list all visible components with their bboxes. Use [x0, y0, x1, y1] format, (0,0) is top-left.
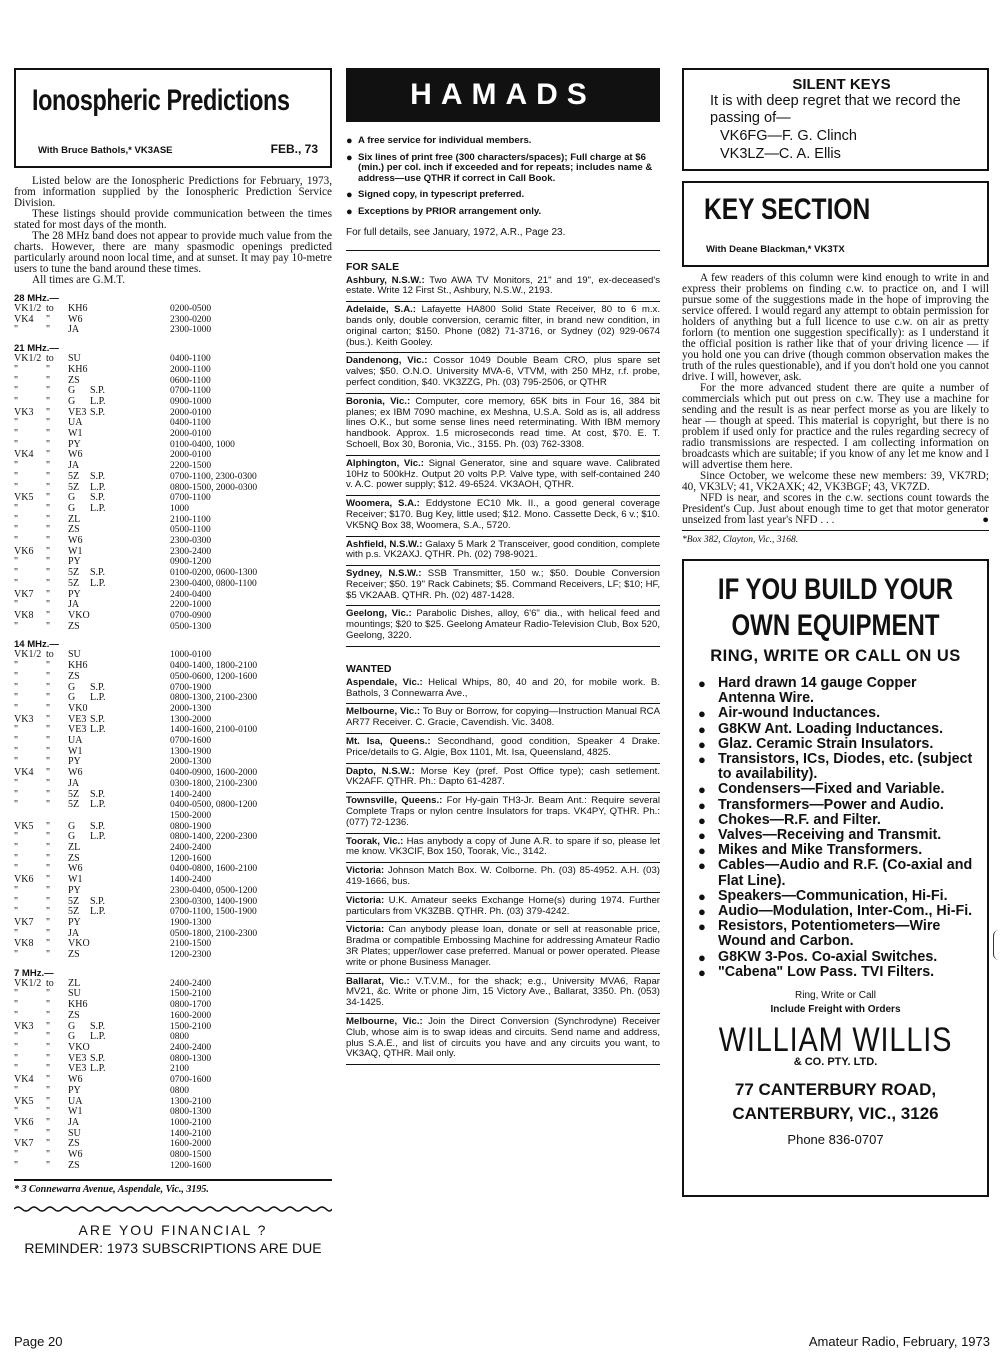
hamads-rule: ● A free service for individual members. [346, 135, 532, 147]
band-heading: 7 MHz.— [14, 967, 54, 979]
classified-ad: Toorak, Vic.: Has anybody a copy of June A.R. to spare if so, please let me know. VK3CIF, Box 150, Toorak, Vic., 3142. [346, 834, 660, 864]
prediction-row: " " 5Z L.P. 2300-0400, 0800-1100 [14, 578, 257, 589]
bullet-icon: ● [698, 964, 706, 980]
prediction-row: VK8 " VKO 0700-0900 [14, 610, 212, 621]
classified-ad: Adelaide, S.A.: Lafayette HA800 Solid State Receiver, 80 to 6 m.x. bands only, double conversion, ceramic filter, in brand new condition, in original carton; $150. Phone (082) 71-3716, or Sydney (02) 929-0674 (bus.). Keith Gooley. [346, 302, 660, 353]
prediction-row: " " JA 2200-1000 [14, 600, 212, 611]
silent-keys-title: SILENT KEYS [792, 76, 891, 93]
ionospheric-header-box [14, 68, 332, 168]
bullet-icon: ● [698, 812, 706, 828]
classified-ad: Victoria: Can anybody please loan, donate or sell at reasonable price, Bradma or compatible Embossing Machine for addressing Amateur Radio 3R Plates; upper/lower case preferred. Manual or power operated. Please write or phone Business Manager. [346, 922, 660, 973]
hamads-banner [346, 68, 660, 122]
prediction-row: " " JA 0300-1800, 2100-2300 [14, 778, 258, 789]
prediction-row: VK3 " VE3 S.P. 2000-0100 [14, 407, 212, 418]
company-address: 77 CANTERBURY ROAD, [734, 1080, 937, 1100]
silent-keys-box [682, 68, 989, 171]
prediction-row: VK8 " VKO 2100-1500 [14, 939, 212, 950]
bullet-icon: ● [346, 205, 353, 218]
bullet-icon: ● [698, 752, 706, 768]
classified-ad: Dapto, N.S.W.: Morse Key (pref. Post Office type); cash setlement. VK2AFF. QTHR. Ph.: Dapto 61-4287. [346, 764, 660, 794]
subscription-reminder: REMINDER: 1973 SUBSCRIPTIONS ARE DUE [24, 1240, 322, 1257]
prediction-row: VK1/2 to SU 1000-0100 [14, 650, 212, 661]
key-paragraph: A few readers of this column were kind enough to write in and express their problems on finding c.w. to practice on, and I will pursue some of the suggestions made in the hope of improving the service offered. I would regard any attempt to obtain permission for holders of anything but a full licence to use c.w. on air as pretty forlorn (to mention one suggestion specifically): as I understand it the official position is rather like that of your driving licence — if you hold one you can drive (though common observation makes the truth of the rules questionable), and if you don't hold one you cannot drive. I will, however, ask. [682, 272, 989, 383]
ad-item: ● Mikes and Mike Transformers. [698, 842, 923, 859]
prediction-row: " " ZS 0500-1100 [14, 525, 211, 536]
ad-item: ● Condensers—Fixed and Variable. [698, 781, 945, 798]
prediction-row: VK7 " PY 2400-0400 [14, 589, 212, 600]
ad-item: ● Air-wound Inductances. [698, 705, 881, 722]
prediction-row: " " W1 1300-1900 [14, 746, 212, 757]
key-paragraph: Since October, we welcome these new members: 39, VK7RD; 40, VK3LV; 41, VK2AXK; 42, VK3BGF; 43, VK7ZD. [682, 470, 989, 493]
right-column [682, 68, 989, 1197]
bullet-icon: ● [698, 858, 706, 874]
prediction-row: " " JA 0500-1800, 2100-2300 [14, 928, 258, 939]
key-paragraph: NFD is near, and scores in the c.w. sections count towards the President's Cup. Just about enough time to get that motor generator unseized from last year's NFD . . . ● [682, 492, 989, 526]
prediction-row: " " VK0 2000-1300 [14, 703, 212, 714]
ionospheric-title: Ionospheric Predictions [32, 84, 290, 117]
prediction-row: VK3 " G S.P. 1500-2100 [14, 1021, 212, 1032]
prediction-row: " " 5Z S.P. 0100-0200, 0600-1300 [14, 568, 258, 579]
intro-paragraph: Listed below are the Ionospheric Predictions for February, 1973, from information supplied by the Ionospheric Prediction Service Division. [14, 175, 332, 209]
ad-item: ● Cables—Audio and R.F. (Co-axial and Flat Line). [698, 857, 973, 889]
prediction-row: VK5 " G S.P. 0700-1100 [14, 493, 211, 504]
prediction-row: " " G L.P. 1000 [14, 503, 189, 514]
ionospheric-column [14, 68, 332, 1256]
key-paragraph: For the more advanced student there are quite a number of commercials which put out press on c.w. They use a machine for sending and the result is as near perfect morse as you are likely to hear — though at speed. This material is copyright, but there is no problem if used only for practice and the rules regarding secrecy of radio transmissions are respected. I am collecting information on broadcasts which are suitable; if you know of any let me know and I will advertise them here. [682, 382, 989, 471]
prediction-row: VK5 " G S.P. 0800-1900 [14, 821, 212, 832]
ionospheric-date: FEB., 73 [270, 142, 318, 156]
prediction-row: " " 5Z L.P. 0700-1100, 1500-1900 [14, 907, 257, 918]
prediction-row: " " G L.P. 0900-1000 [14, 396, 212, 407]
prediction-row: " " ZS 1200-1600 [14, 1160, 212, 1171]
prediction-row: " " G L.P. 0800-1300, 2100-2300 [14, 693, 258, 704]
ad-headline: IF YOU BUILD YOUR [717, 573, 954, 606]
company-phone: Phone 836-0707 [787, 1132, 884, 1148]
bullet-icon: ● [698, 721, 706, 737]
prediction-row: " " ZS 1200-1600 [14, 853, 212, 864]
company-suffix: & CO. PTY. LTD. [793, 1056, 878, 1069]
prediction-row: " " W6 0400-0800, 1600-2100 [14, 864, 258, 875]
willis-advertisement [682, 559, 989, 1197]
ad-item: ● Resistors, Potentiometers—Wire Wound and Carbon. [698, 918, 941, 950]
ad-item: ● G8KW Ant. Loading Inductances. [698, 720, 944, 737]
prediction-row: " " W1 2000-0100 [14, 429, 212, 440]
bullet-icon: ● [698, 904, 706, 920]
prediction-row: " " 5Z S.P. 0700-1100, 2300-0300 [14, 471, 257, 482]
ad-item-list [698, 676, 973, 980]
bullet-icon: ● [346, 135, 353, 147]
prediction-row: " " ZS 1200-2300 [14, 950, 212, 961]
ionospheric-byline: With Bruce Bathols,* VK3ASE [38, 145, 173, 156]
ad-item: ● Glaz. Ceramic Strain Insulators. [698, 735, 934, 752]
prediction-row: " " ZS 0500-1300 [14, 621, 212, 632]
prediction-row: VK4 " W6 2000-0100 [14, 450, 212, 461]
prediction-row: " " UA 0700-1600 [14, 736, 212, 747]
band-heading: 14 MHz.— [14, 639, 59, 651]
prediction-row: " " 5Z S.P. 1400-2400 [14, 789, 212, 800]
prediction-row: " " ZS 0600-1100 [14, 375, 211, 386]
prediction-row: " " PY 0800 [14, 1085, 189, 1096]
ad-item: ● Hard drawn 14 gauge Copper Antenna Wire. [698, 675, 917, 707]
prediction-row: " " 5Z L.P. 0400-0500, 0800-1200 [14, 800, 258, 811]
prediction-row: " " ZS 0500-0600, 1200-1600 [14, 671, 258, 682]
company-address: CANTERBURY, VIC., 3126 [732, 1104, 939, 1124]
classified-ad: Mt. Isa, Queens.: Secondhand, good condition, Speaker 4 Drake. Price/details to G. Algie, Box 1101, Mt. Isa, Queensland, 4825. [346, 734, 660, 764]
prediction-row: VK3 " VE3 S.P. 1300-2000 [14, 714, 212, 725]
ad-ring-text: Ring, Write or Call [795, 990, 876, 1002]
bullet-icon: ● [698, 736, 706, 752]
publication-name: Amateur Radio, February, 1973 [808, 1334, 990, 1349]
classified-ad: Victoria: U.K. Amateur seeks Exchange Home(s) during 1974. Further particulars from VK3ZBB. QTHR. Ph. (03) 379-4242. [346, 893, 660, 923]
bullet-icon: ● [698, 828, 706, 844]
prediction-row: " " ZL 2100-1100 [14, 514, 211, 525]
prediction-row: " " W6 2300-0300 [14, 536, 212, 547]
wavy-divider [14, 1205, 332, 1213]
key-section-title: KEY SECTION [704, 193, 871, 226]
prediction-row: VK1/2 to KH6 0200-0500 [14, 304, 212, 314]
classified-ad: Melbourne, Vic.: Join the Direct Conversion (Synchrodyne) Receiver Club, whose aim is to swap ideas and circuits. Send name and address, plus S.A.E., and list of circuits you have and any circuits you want, to VK3AQ, QTHR. Mail only. [346, 1014, 660, 1065]
prediction-row: " " 5Z S.P. 2300-0300, 1400-1900 [14, 896, 258, 907]
company-name: WILLIAM WILLIS [718, 1021, 953, 1060]
prediction-row: VK6 " W1 2300-2400 [14, 546, 212, 557]
prediction-row: " " PY 2300-0400, 0500-1200 [14, 885, 258, 896]
key-section-header-box [682, 181, 989, 267]
classified-ad: Sydney, N.S.W.: SSB Transmitter, 150 w.; $50. Double Conversion Receiver; $50. 19" Rack Cabinets; $5. Command Receivers, LF; $10; HF, $5 VK2AAB. QTHR. Ph. (02) 487-1428. [346, 566, 660, 606]
prediction-row: " " G L.P. 0800 [14, 1032, 189, 1043]
classified-ad: Alphington, Vic.: Signal Generator, sine and square wave. Calibrated 10Hz to 500kHz. Output 20 volts P.P. Valve type, with self-contained 240 v. A.C. power supply; $12. 49-6524. VK3AOH, QTHR. [346, 456, 660, 496]
classified-ad: Aspendale, Vic.: Helical Whips, 80, 40 and 20, for mobile work. B. Bathols, 3 Connewarra Ave., [346, 675, 660, 705]
classified-ad: Ashfield, N.S.W.: Galaxy 5 Mark 2 Transceiver, good condition, complete with p.s. VK2AXJ. QTHR. Ph. (02) 798-9021. [346, 537, 660, 567]
ad-item: ● Audio—Modulation, Inter-Com., Hi-Fi. [698, 903, 973, 920]
classified-ad: Victoria: Johnson Match Box. W. Colborne. Ph. (03) 85-4952. A.H. (03) 419-1666, bus. [346, 863, 660, 893]
intro-paragraph: The 28 MHz band does not appear to provide much value from the charts. However, there are many spasmodic openings predicted particularly around noon local time, and at sunset. It may pay 10-metre users to tune the band around these times. [14, 230, 332, 275]
bullet-icon: ● [346, 189, 353, 202]
bullet-icon: ● [698, 888, 706, 904]
prediction-row: " " PY 0900-1200 [14, 557, 212, 568]
bullet-icon: ● [698, 949, 706, 965]
prediction-row: " " PY 0100-0400, 1000 [14, 439, 235, 450]
prediction-row: " " SU 1500-2100 [14, 989, 212, 1000]
silent-key-entry: VK3LZ—C. A. Ellis [720, 146, 841, 162]
prediction-row: " " KH6 0800-1700 [14, 1000, 212, 1011]
prediction-row: VK7 " PY 1900-1300 [14, 917, 212, 928]
intro-paragraph: All times are G.M.T. [32, 274, 126, 286]
prediction-row: " " VE3 S.P. 0800-1300 [14, 1053, 212, 1064]
ad-item: ● Transformers—Power and Audio. [698, 796, 944, 813]
prediction-row: " " G L.P. 0800-1400, 2200-2300 [14, 832, 258, 843]
prediction-row: VK6 " W1 1400-2400 [14, 875, 212, 886]
ad-item: ● G8KW 3-Pos. Co-axial Switches. [698, 948, 938, 965]
end-mark-icon: ● [982, 514, 989, 526]
intro-paragraph: These listings should provide communication between the times stated for most days of the month. [14, 208, 332, 231]
classified-ad: Dandenong, Vic.: Cossor 1049 Double Beam CRO, plus spare set valves; $50. O.N.O. University MVA-6, VTVM, with 250 MHz, r.f. probe, perfect condition, $40. VK3ZZG, Ph. (03) 795-2506, or QTHR [346, 353, 660, 393]
classified-ad: Melbourne, Vic.: To Buy or Borrow, for copying—Instruction Manual RCA AR77 Receiver. C. Gracie, Cavendish. Vic. 3408. [346, 704, 660, 734]
prediction-row: " " JA 2200-1500 [14, 461, 212, 472]
wanted-list [346, 675, 660, 1065]
prediction-row: " " VKO 2400-2400 [14, 1043, 212, 1053]
prediction-row: VK6 " JA 1000-2100 [14, 1117, 212, 1128]
hamads-rule: ● Exceptions by PRIOR arrangement only. [346, 205, 542, 218]
prediction-row: " " W6 0800-1500 [14, 1150, 212, 1161]
ad-item: ● Transistors, ICs, Diodes, etc. (subject to availability). [698, 751, 973, 783]
prediction-row: VK4 " W6 0400-0900, 1600-2000 [14, 768, 258, 779]
ad-headline: OWN EQUIPMENT [731, 609, 940, 642]
predictions-table [14, 293, 332, 1171]
bullet-icon: ● [698, 782, 706, 798]
prediction-row: VK7 " ZS 1600-2000 [14, 1139, 212, 1150]
for-sale-list [346, 273, 660, 647]
silent-key-entry: VK6FG—F. G. Clinch [720, 128, 857, 144]
prediction-row: " " PY 2000-1300 [14, 757, 212, 768]
prediction-row: " " 5Z L.P. 0800-1500, 2000-0300 [14, 482, 258, 493]
hamads-details: For full details, see January, 1972, A.R., Page 23. [346, 226, 566, 238]
ad-item: ● Speakers—Communication, Hi-Fi. [698, 887, 948, 904]
divider [14, 1179, 332, 1181]
page-edge-mark [993, 930, 1000, 960]
prediction-row: VK4 " W6 2300-0200 [14, 314, 212, 325]
classified-ad: Townsville, Queens.: For Hy-gain TH3-Jr. Beam Ant.: Require several Complete Traps or nylon centre Insulators for traps. VK4PY, QTHR. Ph.: (077) 72-1236. [346, 793, 660, 833]
ad-item: ● Chokes—R.F. and Filter. [698, 811, 881, 828]
prediction-row: VK4 " W6 0700-1600 [14, 1075, 212, 1086]
prediction-row: " " ZL 2400-2400 [14, 843, 212, 854]
prediction-row: " " VE3 L.P. 1400-1600, 2100-0100 [14, 725, 258, 736]
key-section-byline: With Deane Blackman,* VK3TX [706, 244, 845, 255]
classified-ad: Ashbury, N.S.W.: Two AWA TV Monitors, 21" and 19", ex-deceased's estate. Write 12 First St., Ashbury, N.S.W., 2193. [346, 273, 660, 303]
prediction-row: " " UA 0400-1100 [14, 418, 211, 429]
ad-item: ● Valves—Receiving and Transmit. [698, 827, 942, 844]
wanted-heading: WANTED [346, 662, 392, 675]
bullet-icon: ● [698, 706, 706, 722]
prediction-row: " " G S.P. 0700-1900 [14, 682, 212, 693]
prediction-row: " " KH6 0400-1400, 1800-2100 [14, 661, 258, 672]
prediction-row: " " KH6 2000-1100 [14, 364, 211, 375]
classified-ad: Woomera, S.A.: Eddystone EC10 Mk. II., a good general coverage Receiver; $170. Bug Key, little used; $12. Mono. Cassette Deck, 6 v.; $10. VK5NQ Box 38, Woomera, S.A., 5720. [346, 496, 660, 536]
prediction-row: VK1/2 to SU 0400-1100 [14, 354, 211, 365]
prediction-row: " " ZS 1600-2000 [14, 1010, 212, 1021]
prediction-row: " " VE3 L.P. 2100 [14, 1064, 189, 1075]
hamads-rule: ● Signed copy, in typescript preferred. [346, 189, 525, 202]
ad-subheadline: RING, WRITE OR CALL ON US [710, 647, 961, 665]
ionospheric-footnote: * 3 Connewarra Avenue, Aspendale, Vic., 3195. [14, 1184, 209, 1196]
key-section-address: *Box 382, Clayton, Vic., 3168. [682, 530, 989, 545]
classified-ad: Ballarat, Vic.: V.T.V.M., for the shack; e.g., University MVA6, Rapar MV21, &c. Write or phone Jim, 15 Victory Ave., Ballarat, 3350. Ph. (053) 34-1425. [346, 974, 660, 1014]
prediction-row: VK1/2 to ZL 2400-2400 [14, 978, 212, 989]
hamads-title: HAMADS [410, 78, 596, 111]
classified-ad: Boronia, Vic.: Computer, core memory, 65K bits in Four 16, 384 bit planes; ex IBM 7090 machine, ex Meshna, U.S.A. Sold as is, all address lines O.K., but some sense lines need reterminating. With IBM memory handbook. Approx. 1.5 microseconds read time. At cost, $70. E. T. Schoell, Box 30, Boronia, Vic., 3155. Ph. (03) 762-3308. [346, 394, 660, 456]
key-section-body [682, 273, 989, 526]
prediction-row: " " G S.P. 0700-1100 [14, 386, 211, 397]
bullet-icon: ● [698, 919, 706, 935]
prediction-row: " " SU 1400-2100 [14, 1128, 212, 1139]
bullet-icon: ● [698, 676, 706, 691]
hamads-column [346, 68, 660, 1065]
page-number: Page 20 [14, 1334, 63, 1349]
band-heading: 21 MHz.— [14, 343, 59, 355]
prediction-row: " " W1 0800-1300 [14, 1107, 212, 1118]
for-sale-heading: FOR SALE [346, 250, 660, 273]
classified-ad: Geelong, Vic.: Parabolic Dishes, alloy, 6'6" dia., with helical feed and mountings; $20 to $25. Geelong Amateur Radio-Television Club, Box 520, Geelong, 3220. [346, 606, 660, 646]
bullet-icon: ● [698, 843, 706, 859]
prediction-row: " " JA 2300-1000 [14, 325, 212, 336]
prediction-row: VK5 " UA 1300-2100 [14, 1096, 212, 1107]
ionospheric-intro [14, 176, 332, 286]
prediction-row: 1500-2000 [170, 810, 212, 821]
ad-include-text: Include Freight with Orders [770, 1004, 901, 1016]
silent-keys-text: It is with deep regret that we record the passing of— [710, 93, 961, 126]
band-heading: 28 MHz.— [14, 293, 59, 304]
financial-question: ARE YOU FINANCIAL ? [78, 1222, 268, 1239]
hamads-rule: ● Six lines of print free (300 characters/spaces); Full charge at $6 (min.) per col. inch if exceeded and for repeats; includes name & address—use QTHR if correct in Call Book. [346, 151, 653, 184]
ad-item: ● "Cabena" Low Pass. TVI Filters. [698, 963, 935, 980]
bullet-icon: ● [346, 151, 353, 164]
bullet-icon: ● [698, 797, 706, 813]
